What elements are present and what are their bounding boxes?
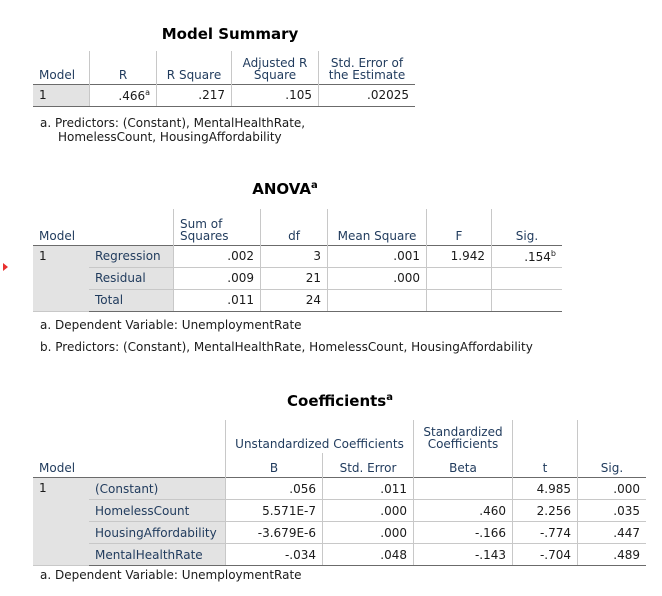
std-error-value: .048 — [323, 544, 414, 566]
header-std-error-estimate — [319, 51, 416, 84]
df-value: 3 — [261, 245, 328, 267]
sum-of-squares-value: .009 — [174, 267, 261, 289]
b-value: 5.571E-7 — [226, 500, 323, 522]
header-adjusted-r-line1: Adjusted R — [242, 55, 308, 70]
row-label: Total — [89, 289, 174, 311]
model-summary-footnote — [40, 116, 305, 144]
std-error-value: .02025 — [319, 84, 416, 106]
table-row — [33, 245, 562, 267]
header-source — [89, 209, 174, 245]
row-marker-icon — [3, 263, 8, 271]
header-term — [89, 453, 226, 478]
mean-square-value: .000 — [328, 267, 427, 289]
header-blank — [578, 420, 647, 453]
header-mean-square: Mean Square — [328, 209, 427, 245]
header-sum-line1: Sum of — [180, 216, 223, 231]
sig-footnote-marker: b — [550, 248, 556, 258]
df-value: 21 — [261, 267, 328, 289]
coefficients-footnote-a: a. Dependent Variable: UnemploymentRate — [40, 568, 302, 582]
beta-value: -.166 — [414, 522, 513, 544]
r-value-text: .466 — [118, 88, 146, 103]
t-value: -.704 — [513, 544, 578, 566]
header-standardized-line1: Standardized — [423, 425, 503, 439]
r-footnote-marker: a — [145, 87, 150, 97]
sig-value — [492, 245, 563, 267]
header-std-error: Std. Error — [323, 453, 414, 478]
b-value: -.034 — [226, 544, 323, 566]
row-label: Residual — [89, 267, 174, 289]
table-row — [33, 84, 415, 106]
df-value: 24 — [261, 289, 328, 311]
header-beta: Beta — [414, 453, 513, 478]
r-square-value: .217 — [157, 84, 232, 106]
sig-value — [492, 289, 563, 311]
header-sum-line2: Squares — [180, 228, 229, 243]
anova-title — [230, 180, 340, 198]
sig-value: .035 — [578, 500, 647, 522]
sig-value: .447 — [578, 522, 647, 544]
header-model: Model — [39, 67, 76, 82]
anova-footnote-a: a. Dependent Variable: UnemploymentRate — [40, 318, 302, 332]
header-model: Model — [39, 461, 76, 475]
mean-square-value: .001 — [328, 245, 427, 267]
header-t: t — [513, 453, 578, 478]
model-summary-footnote-line1: a. Predictors: (Constant), MentalHealthRate, — [40, 116, 306, 130]
beta-value: .460 — [414, 500, 513, 522]
model-summary-title: Model Summary — [161, 25, 299, 43]
table-row — [33, 267, 562, 289]
header-std-error-line2: the Estimate — [328, 67, 406, 82]
beta-value: -.143 — [414, 544, 513, 566]
header-r-square: R Square — [157, 51, 232, 84]
coefficients-title-footnote-marker: a — [386, 392, 393, 403]
sig-value — [492, 267, 563, 289]
b-value: -3.679E-6 — [226, 522, 323, 544]
header-blank — [513, 420, 578, 453]
sum-of-squares-value: .011 — [174, 289, 261, 311]
header-sig: Sig. — [492, 209, 563, 245]
header-standardized — [414, 420, 513, 453]
coefficients-title — [270, 392, 410, 410]
row-label: MentalHealthRate — [89, 544, 226, 566]
header-model: Model — [39, 228, 76, 243]
row-label: (Constant) — [89, 478, 226, 500]
table-row — [33, 500, 646, 522]
anova-title-text: ANOVA — [252, 180, 311, 198]
model-summary-table — [33, 51, 415, 107]
beta-value — [414, 478, 513, 500]
header-r: R — [90, 51, 157, 84]
mean-square-value — [328, 289, 427, 311]
coefficients-title-text: Coefficients — [287, 392, 387, 410]
sig-value: .000 — [578, 478, 647, 500]
f-value — [427, 267, 492, 289]
model-number: 1 — [33, 478, 89, 566]
model-summary-footnote-line2: HomelessCount, HousingAffordability — [58, 130, 282, 144]
header-blank — [33, 420, 226, 453]
row-label: HousingAffordability — [89, 522, 226, 544]
table-row — [33, 478, 646, 500]
std-error-value: .000 — [323, 522, 414, 544]
sig-value-text: .154 — [524, 249, 551, 264]
header-adjusted-r-line2: Square — [253, 67, 297, 82]
std-error-value: .011 — [323, 478, 414, 500]
coefficients-table — [33, 420, 646, 566]
t-value: 2.256 — [513, 500, 578, 522]
table-row — [33, 289, 562, 311]
table-row — [33, 522, 646, 544]
t-value: 4.985 — [513, 478, 578, 500]
header-b: B — [226, 453, 323, 478]
header-f: F — [427, 209, 492, 245]
adjusted-r-square-value: .105 — [232, 84, 319, 106]
header-df: df — [261, 209, 328, 245]
std-error-value: .000 — [323, 500, 414, 522]
model-number: 1 — [33, 84, 90, 106]
r-value — [90, 84, 157, 106]
model-number: 1 — [33, 245, 89, 311]
table-row — [33, 544, 646, 566]
t-value: -.774 — [513, 522, 578, 544]
row-label: Regression — [89, 245, 174, 267]
header-unstandardized: Unstandardized Coefficients — [226, 420, 414, 453]
sig-value: .489 — [578, 544, 647, 566]
header-standardized-line2: Coefficients — [427, 437, 499, 451]
f-value — [427, 289, 492, 311]
f-value: 1.942 — [427, 245, 492, 267]
anova-title-footnote-marker: a — [310, 180, 318, 191]
anova-footnote-b: b. Predictors: (Constant), MentalHealthRate, HomelessCount, HousingAffordability — [40, 340, 533, 354]
header-adjusted-r-square — [232, 51, 319, 84]
sum-of-squares-value: .002 — [174, 245, 261, 267]
header-sig: Sig. — [578, 453, 647, 478]
header-std-error-line1: Std. Error of — [330, 55, 404, 70]
anova-table — [33, 209, 562, 312]
header-sum-of-squares — [174, 209, 261, 245]
row-label: HomelessCount — [89, 500, 226, 522]
b-value: .056 — [226, 478, 323, 500]
